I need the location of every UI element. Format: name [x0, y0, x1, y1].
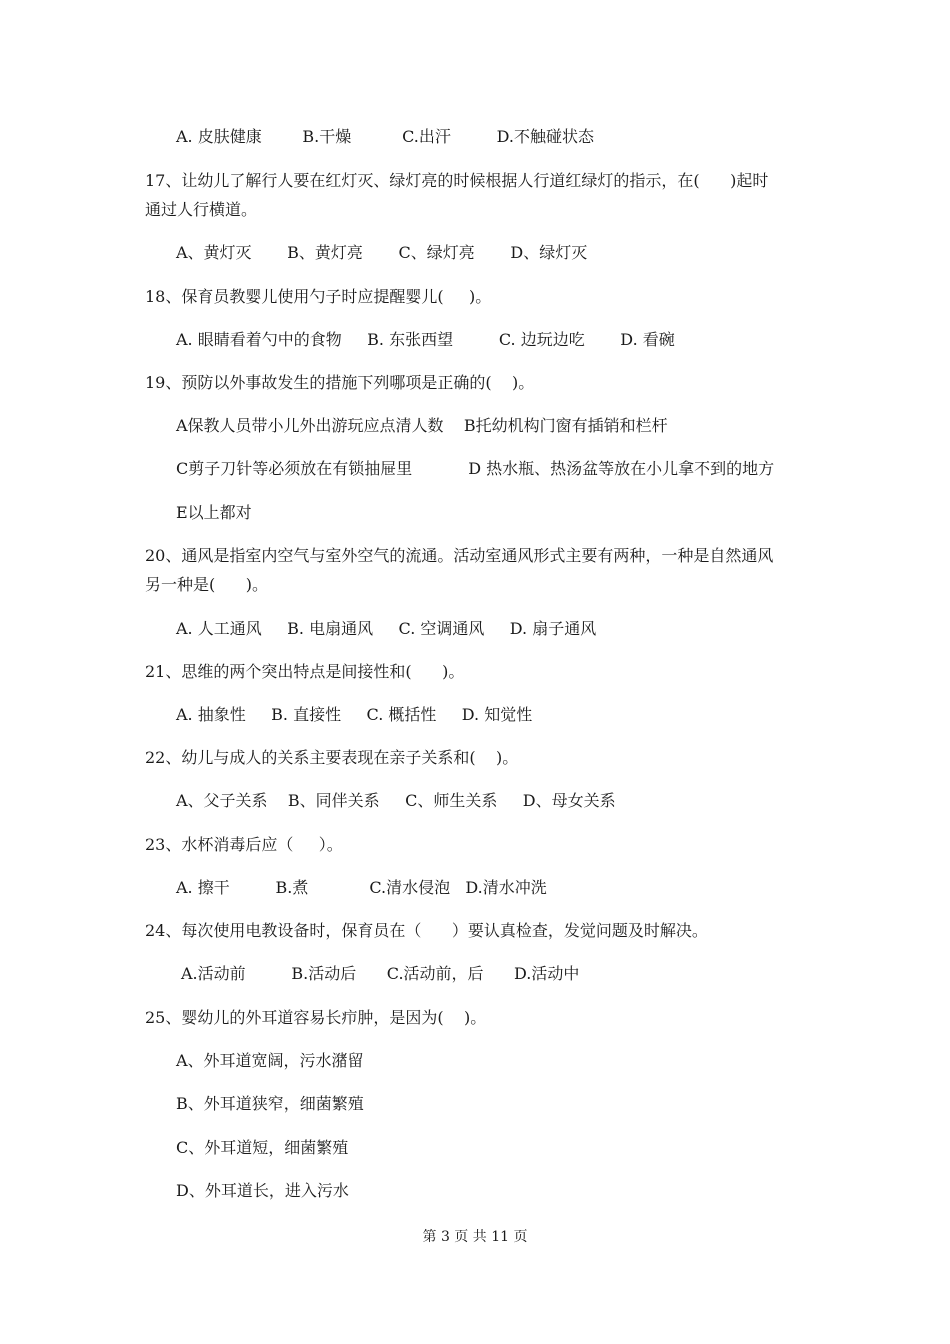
q25-option-a: A、外耳道宽阔，污水潴留 [176, 1051, 364, 1070]
q20-stem-line2: 另一种是( )。 [145, 575, 269, 594]
q21-stem: 21、思维的两个突出特点是间接性和( )。 [145, 662, 465, 681]
q25-stem: 25、婴幼儿的外耳道容易长疖肿，是因为( )。 [145, 1008, 487, 1027]
q24-options: A.活动前 B.活动后 C.活动前，后 D.活动中 [181, 964, 580, 983]
q17-stem-line2: 通过人行横道。 [145, 200, 258, 219]
q25-option-b: B、外耳道狭窄，细菌繁殖 [176, 1094, 364, 1113]
q25-option-d: D、外耳道长，进入污水 [176, 1181, 349, 1200]
q19-option-e: E以上都对 [176, 503, 252, 522]
q25-option-c: C、外耳道短，细菌繁殖 [176, 1138, 349, 1157]
q19-stem: 19、预防以外事故发生的措施下列哪项是正确的( )。 [145, 373, 535, 392]
q19-options-ab: A保教人员带小儿外出游玩应点清人数 B托幼机构门窗有插销和栏杆 [176, 416, 668, 435]
q23-stem: 23、水杯消毒后应（ ）。 [145, 835, 343, 854]
page-number-footer: 第 3 页 共 11 页 [422, 1229, 528, 1245]
q22-stem: 22、幼儿与成人的关系主要表现在亲子关系和( )。 [145, 748, 519, 767]
q20-options: A. 人工通风 B. 电扇通风 C. 空调通风 D. 扇子通风 [176, 619, 597, 638]
q17-stem-line1: 17、让幼儿了解行人要在红灯灭、绿灯亮的时候根据人行道红绿灯的指示，在( )起时 [145, 171, 769, 190]
q16-options: A. 皮肤健康 B.干燥 C.出汗 D.不触碰状态 [176, 127, 594, 146]
q18-options: A. 眼睛看着勺中的食物 B. 东张西望 C. 边玩边吃 D. 看碗 [176, 330, 675, 349]
q18-stem: 18、保育员教婴儿使用勺子时应提醒婴儿( )。 [145, 287, 492, 306]
q19-options-cd: C剪子刀针等必须放在有锁抽屉里 D 热水瓶、热汤盆等放在小儿拿不到的地方 [176, 459, 775, 478]
q23-options: A. 擦干 B.煮 C.清水侵泡 D.清水冲洗 [176, 878, 547, 897]
q22-options: A、父子关系 B、同伴关系 C、师生关系 D、母女关系 [176, 791, 616, 810]
q24-stem: 24、每次使用电教设备时，保育员在（ ）要认真检查，发觉问题及时解决。 [145, 921, 708, 940]
q21-options: A. 抽象性 B. 直接性 C. 概括性 D. 知觉性 [176, 705, 533, 724]
q20-stem-line1: 20、通风是指室内空气与室外空气的流通。活动室通风形式主要有两种，一种是自然通风 [145, 546, 774, 565]
q17-options: A、黄灯灭 B、黄灯亮 C、绿灯亮 D、绿灯灭 [176, 243, 588, 262]
